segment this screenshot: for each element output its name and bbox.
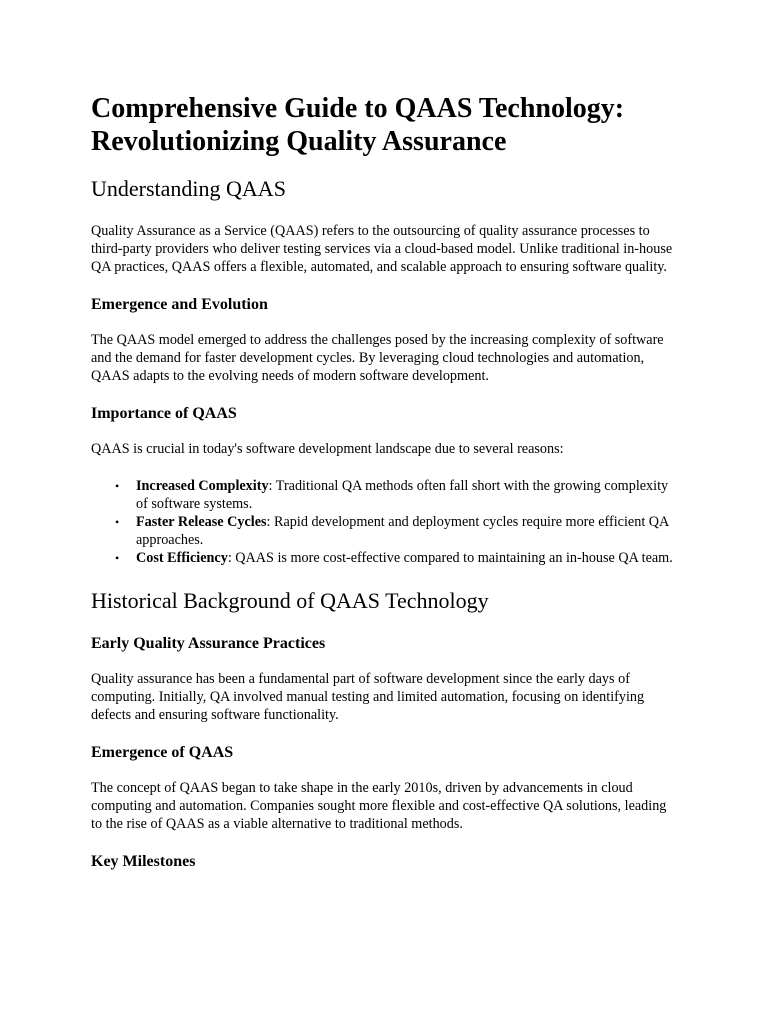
- subheading-emergence-evolution: Emergence and Evolution: [91, 296, 268, 313]
- document-title: Comprehensive Guide to QAAS Technology: Revolutionizing Quality Assurance: [91, 93, 625, 157]
- bullet-icon: •: [115, 515, 120, 529]
- list-item-desc: : QAAS is more cost-effective compared to maintaining an in-house QA team.: [227, 550, 673, 566]
- list-item: [115, 513, 680, 549]
- subheading-emergence-qaas: Emergence of QAAS: [91, 744, 234, 761]
- list-item-term: Increased Complexity: [136, 478, 269, 494]
- paragraph-early-practices: Quality assurance has been a fundamental part of software development since the early days of computing. Initially, QA involved manual testing and limited automation, focusing on identifying defects and ensuring software functionality.: [91, 671, 645, 723]
- list-item-term: Faster Release Cycles: [136, 514, 267, 530]
- list-item-desc: : Traditional QA methods often fall short with the growing complexity of software systems.: [136, 478, 669, 512]
- section-heading-history: Historical Background of QAAS Technology: [91, 588, 489, 613]
- list-item-term: Cost Efficiency: [136, 550, 228, 566]
- bullet-icon: •: [115, 479, 120, 493]
- paragraph-importance: QAAS is crucial in today's software development landscape due to several reasons:: [91, 441, 564, 457]
- list-item-desc: : Rapid development and deployment cycles require more efficient QA approaches.: [136, 514, 669, 548]
- list-item: [115, 477, 680, 513]
- bullet-icon: •: [115, 551, 120, 565]
- paragraph-emergence-qaas: The concept of QAAS began to take shape in the early 2010s, driven by advancements in cloud computing and automation. Companies sought more flexible and cost-effective QA solutions, leading to the rise of QAAS as a viable alternative to traditional methods.: [91, 780, 667, 832]
- subheading-early-practices: Early Quality Assurance Practices: [91, 635, 326, 652]
- paragraph-understanding-intro: Quality Assurance as a Service (QAAS) refers to the outsourcing of quality assurance processes to third-party providers who deliver testing services via a cloud-based model. Unlike traditional in-house QA practices, QAAS offers a flexible, automated, and scalable approach to ensuring software quality.: [91, 223, 673, 275]
- subheading-importance: Importance of QAAS: [91, 405, 237, 422]
- list-item: [115, 549, 680, 567]
- section-heading-understanding: Understanding QAAS: [91, 176, 286, 201]
- reasons-list: [91, 477, 680, 567]
- subheading-key-milestones: Key Milestones: [91, 853, 196, 870]
- paragraph-emergence-evolution: The QAAS model emerged to address the challenges posed by the increasing complexity of software and the demand for faster development cycles. By leveraging cloud technologies and automation, QAAS adapts to the evolving needs of modern software development.: [91, 332, 664, 384]
